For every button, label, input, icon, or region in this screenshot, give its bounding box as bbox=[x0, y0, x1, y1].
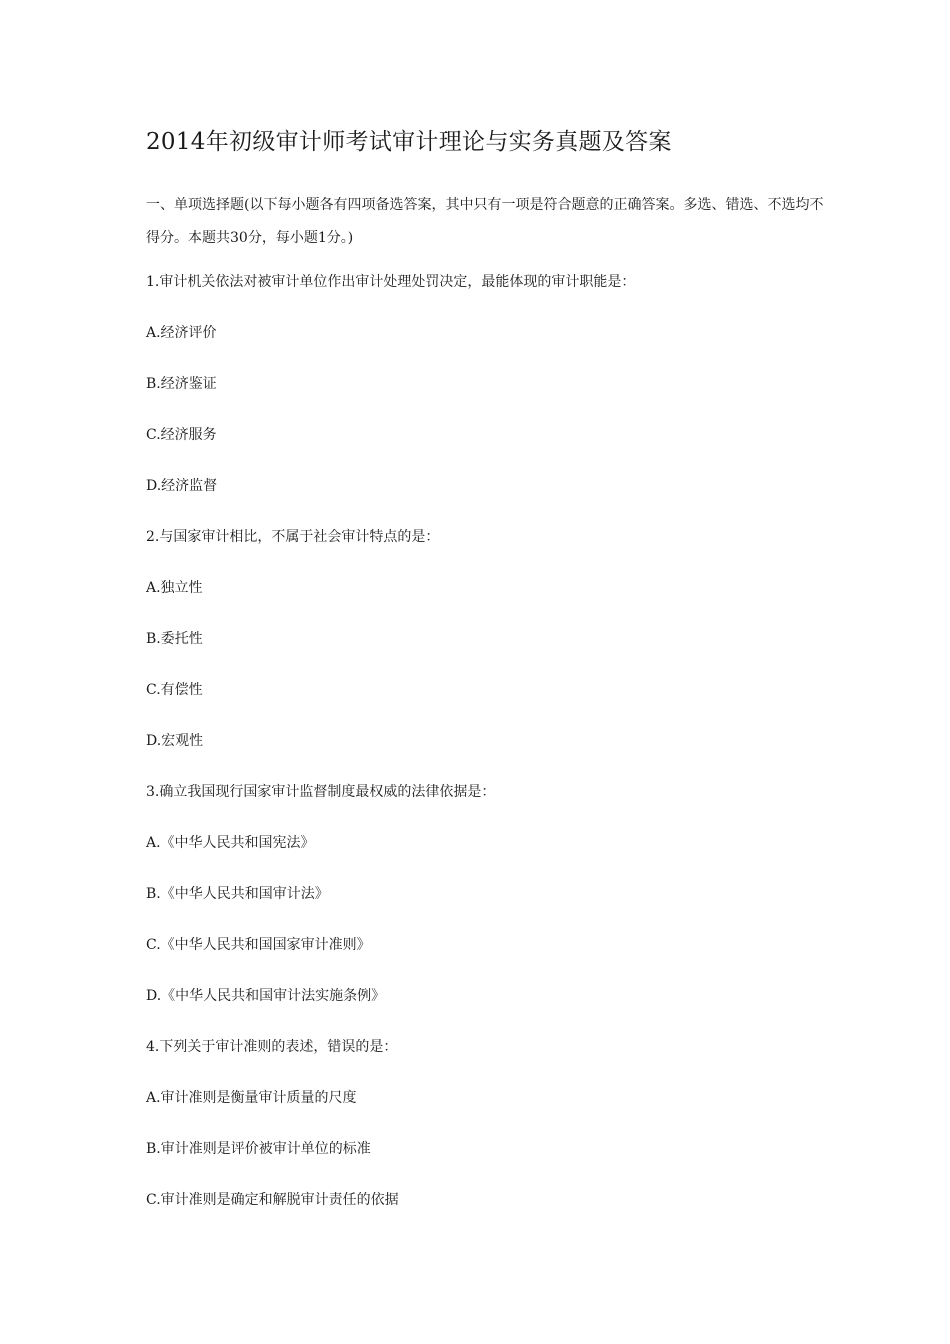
question-1-option-b: B.经济鉴证 bbox=[146, 376, 217, 392]
question-3-option-a: A.《中华人民共和国宪法》 bbox=[146, 835, 315, 851]
question-1-option-c: C.经济服务 bbox=[146, 427, 217, 443]
question-4-option-a: A.审计准则是衡量审计质量的尺度 bbox=[146, 1090, 357, 1106]
question-2-option-b: B.委托性 bbox=[146, 631, 203, 647]
question-2-option-d: D.宏观性 bbox=[146, 733, 204, 749]
section-heading: 一、单项选择题(以下每小题各有四项备选答案，其中只有一项是符合题意的正确答案。多选、错选、不选均不得分。本题共30分，每小题1分。) bbox=[146, 197, 824, 246]
question-1-option-a: A.经济评价 bbox=[146, 325, 217, 341]
question-2-option-a: A.独立性 bbox=[146, 580, 203, 596]
question-4-option-b: B.审计准则是评价被审计单位的标准 bbox=[146, 1141, 371, 1157]
question-1-option-d: D.经济监督 bbox=[146, 478, 218, 494]
question-2: 2.与国家审计相比，不属于社会审计特点的是： bbox=[146, 529, 440, 545]
question-3-option-c: C.《中华人民共和国国家审计准则》 bbox=[146, 937, 371, 953]
question-3-option-b: B.《中华人民共和国审计法》 bbox=[146, 886, 329, 902]
question-1: 1.审计机关依法对被审计单位作出审计处理处罚决定，最能体现的审计职能是： bbox=[146, 274, 636, 290]
question-2-option-c: C.有偿性 bbox=[146, 682, 203, 698]
question-3-option-d: D.《中华人民共和国审计法实施条例》 bbox=[146, 988, 386, 1004]
document-title: 2014年初级审计师考试审计理论与实务真题及答案 bbox=[146, 129, 672, 155]
question-4: 4.下列关于审计准则的表述，错误的是： bbox=[146, 1039, 398, 1055]
question-4-option-c: C.审计准则是确定和解脱审计责任的依据 bbox=[146, 1192, 399, 1208]
question-3: 3.确立我国现行国家审计监督制度最权威的法律依据是： bbox=[146, 784, 496, 800]
